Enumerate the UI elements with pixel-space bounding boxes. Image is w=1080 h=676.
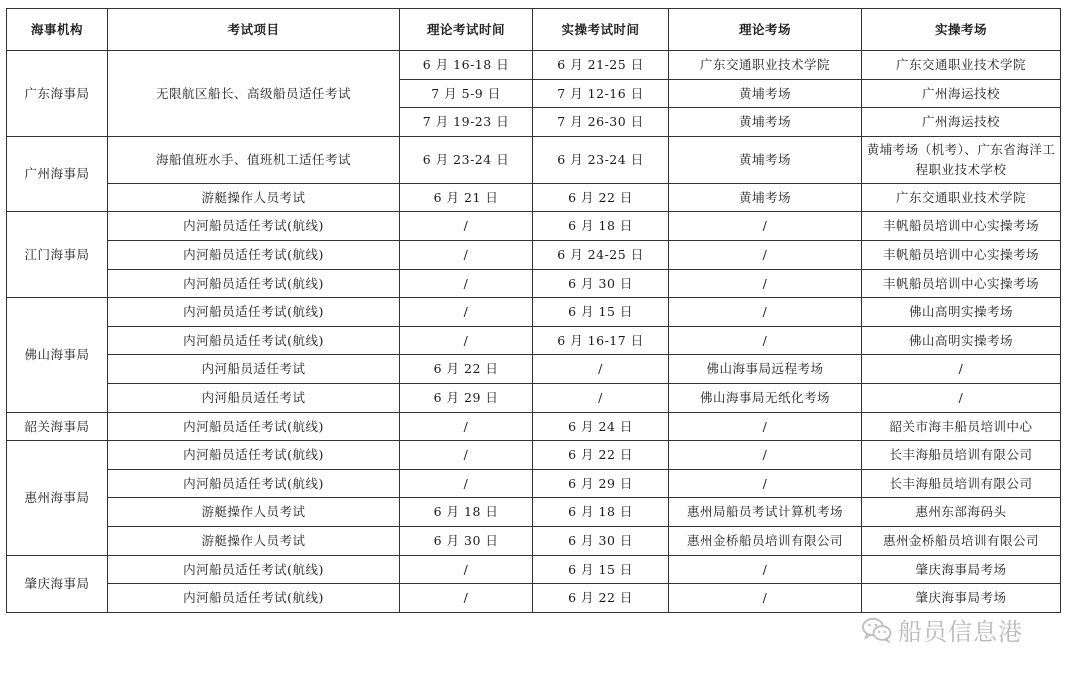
header-practical-time: 实操考试时间 — [533, 9, 669, 51]
exam-item-cell: 内河船员适任考试 — [108, 383, 400, 412]
agency-cell: 肇庆海事局 — [7, 555, 108, 612]
header-exam-item: 考试项目 — [108, 9, 400, 51]
practical-time-cell: 6 月 29 日 — [533, 469, 669, 498]
theory-venue-cell: 惠州局船员考试计算机考场 — [669, 498, 862, 527]
agency-cell: 佛山海事局 — [7, 298, 108, 412]
theory-time-cell: / — [400, 469, 533, 498]
theory-time-cell: / — [400, 298, 533, 327]
exam-schedule-table — [6, 8, 1061, 613]
practical-time-cell: 6 月 24-25 日 — [533, 240, 669, 269]
theory-time-cell: 6 月 16-18 日 — [400, 51, 533, 80]
theory-time-cell: / — [400, 441, 533, 470]
exam-item-cell: 内河船员适任考试(航线) — [108, 412, 400, 441]
exam-item-cell: 内河船员适任考试(航线) — [108, 240, 400, 269]
exam-item-cell: 内河船员适任考试(航线) — [108, 269, 400, 298]
theory-time-cell: 6 月 18 日 — [400, 498, 533, 527]
practical-time-cell: 7 月 12-16 日 — [533, 79, 669, 108]
theory-time-cell: 6 月 21 日 — [400, 183, 533, 212]
exam-item-cell: 内河船员适任考试(航线) — [108, 441, 400, 470]
practical-time-cell: 6 月 22 日 — [533, 584, 669, 613]
agency-cell: 江门海事局 — [7, 212, 108, 298]
theory-time-cell: / — [400, 326, 533, 355]
table-row — [7, 51, 1061, 80]
table-row — [7, 183, 1061, 212]
practical-venue-cell: 长丰海船员培训有限公司 — [862, 441, 1061, 470]
theory-venue-cell: 黄埔考场 — [669, 183, 862, 212]
theory-time-cell: 6 月 29 日 — [400, 383, 533, 412]
theory-time-cell: / — [400, 240, 533, 269]
exam-item-cell: 内河船员适任考试(航线) — [108, 298, 400, 327]
practical-time-cell: 6 月 30 日 — [533, 269, 669, 298]
practical-time-cell: 6 月 21-25 日 — [533, 51, 669, 80]
exam-item-cell: 内河船员适任考试(航线) — [108, 555, 400, 584]
theory-time-cell: / — [400, 269, 533, 298]
header-agency: 海事机构 — [7, 9, 108, 51]
theory-venue-cell: / — [669, 441, 862, 470]
practical-venue-cell: 韶关市海丰船员培训中心 — [862, 412, 1061, 441]
table-row — [7, 584, 1061, 613]
theory-venue-cell: / — [669, 240, 862, 269]
theory-venue-cell: / — [669, 212, 862, 241]
exam-item-cell: 游艇操作人员考试 — [108, 183, 400, 212]
exam-item-cell: 内河船员适任考试 — [108, 355, 400, 384]
practical-time-cell: 6 月 15 日 — [533, 555, 669, 584]
practical-venue-cell: 广州海运技校 — [862, 79, 1061, 108]
theory-venue-cell: / — [669, 412, 862, 441]
table-row — [7, 240, 1061, 269]
theory-venue-cell: / — [669, 584, 862, 613]
table-row — [7, 326, 1061, 355]
practical-venue-cell: / — [862, 355, 1061, 384]
exam-item-cell: 内河船员适任考试(航线) — [108, 326, 400, 355]
table-row — [7, 212, 1061, 241]
exam-item-cell: 内河船员适任考试(航线) — [108, 584, 400, 613]
exam-item-cell: 海船值班水手、值班机工适任考试 — [108, 136, 400, 183]
practical-time-cell: / — [533, 355, 669, 384]
theory-venue-cell: 黄埔考场 — [669, 136, 862, 183]
practical-venue-cell: 广东交通职业技术学院 — [862, 183, 1061, 212]
theory-venue-cell: / — [669, 269, 862, 298]
header-theory-venue: 理论考场 — [669, 9, 862, 51]
practical-time-cell: 6 月 22 日 — [533, 441, 669, 470]
table-row — [7, 412, 1061, 441]
practical-time-cell: 6 月 18 日 — [533, 212, 669, 241]
practical-time-cell: 6 月 15 日 — [533, 298, 669, 327]
agency-cell: 广东海事局 — [7, 51, 108, 137]
theory-time-cell: / — [400, 212, 533, 241]
theory-time-cell: 7 月 19-23 日 — [400, 108, 533, 137]
practical-time-cell: / — [533, 383, 669, 412]
theory-venue-cell: / — [669, 326, 862, 355]
practical-venue-cell: 黄埔考场（机考）、广东省海洋工程职业技术学校 — [862, 136, 1061, 183]
practical-venue-cell: 肇庆海事局考场 — [862, 584, 1061, 613]
table-row — [7, 383, 1061, 412]
practical-venue-cell: 惠州金桥船员培训有限公司 — [862, 526, 1061, 555]
practical-time-cell: 7 月 26-30 日 — [533, 108, 669, 137]
practical-venue-cell: 广东交通职业技术学院 — [862, 51, 1061, 80]
practical-venue-cell: / — [862, 383, 1061, 412]
practical-venue-cell: 惠州东部海码头 — [862, 498, 1061, 527]
table-row — [7, 469, 1061, 498]
practical-time-cell: 6 月 24 日 — [533, 412, 669, 441]
wechat-icon — [862, 617, 892, 643]
exam-item-cell: 无限航区船长、高级船员适任考试 — [108, 51, 400, 137]
practical-time-cell: 6 月 16-17 日 — [533, 326, 669, 355]
practical-venue-cell: 佛山高明实操考场 — [862, 326, 1061, 355]
theory-venue-cell: 佛山海事局无纸化考场 — [669, 383, 862, 412]
exam-item-cell: 内河船员适任考试(航线) — [108, 212, 400, 241]
table-row — [7, 498, 1061, 527]
practical-venue-cell: 佛山高明实操考场 — [862, 298, 1061, 327]
agency-cell: 韶关海事局 — [7, 412, 108, 441]
table-row — [7, 441, 1061, 470]
practical-venue-cell: 广州海运技校 — [862, 108, 1061, 137]
theory-time-cell: / — [400, 555, 533, 584]
theory-venue-cell: / — [669, 555, 862, 584]
theory-time-cell: 6 月 22 日 — [400, 355, 533, 384]
practical-venue-cell: 丰帆船员培训中心实操考场 — [862, 212, 1061, 241]
practical-time-cell: 6 月 23-24 日 — [533, 136, 669, 183]
theory-venue-cell: 广东交通职业技术学院 — [669, 51, 862, 80]
theory-time-cell: 6 月 23-24 日 — [400, 136, 533, 183]
practical-time-cell: 6 月 30 日 — [533, 526, 669, 555]
table-row — [7, 526, 1061, 555]
header-row — [7, 9, 1061, 51]
theory-time-cell: / — [400, 412, 533, 441]
practical-venue-cell: 长丰海船员培训有限公司 — [862, 469, 1061, 498]
watermark-text: 船员信息港 — [898, 618, 1023, 646]
practical-venue-cell: 肇庆海事局考场 — [862, 555, 1061, 584]
theory-time-cell: 6 月 30 日 — [400, 526, 533, 555]
table-row — [7, 136, 1061, 183]
exam-item-cell: 内河船员适任考试(航线) — [108, 469, 400, 498]
table-row — [7, 269, 1061, 298]
theory-venue-cell: 佛山海事局远程考场 — [669, 355, 862, 384]
theory-time-cell: / — [400, 584, 533, 613]
agency-cell: 惠州海事局 — [7, 441, 108, 555]
table-row — [7, 555, 1061, 584]
practical-venue-cell: 丰帆船员培训中心实操考场 — [862, 240, 1061, 269]
exam-item-cell: 游艇操作人员考试 — [108, 526, 400, 555]
practical-venue-cell: 丰帆船员培训中心实操考场 — [862, 269, 1061, 298]
exam-item-cell: 游艇操作人员考试 — [108, 498, 400, 527]
table-row — [7, 298, 1061, 327]
practical-time-cell: 6 月 18 日 — [533, 498, 669, 527]
theory-venue-cell: 黄埔考场 — [669, 79, 862, 108]
practical-time-cell: 6 月 22 日 — [533, 183, 669, 212]
theory-time-cell: 7 月 5-9 日 — [400, 79, 533, 108]
theory-venue-cell: / — [669, 298, 862, 327]
theory-venue-cell: / — [669, 469, 862, 498]
theory-venue-cell: 惠州金桥船员培训有限公司 — [669, 526, 862, 555]
header-practical-venue: 实操考场 — [862, 9, 1061, 51]
watermark — [862, 612, 1023, 647]
theory-venue-cell: 黄埔考场 — [669, 108, 862, 137]
table-row — [7, 355, 1061, 384]
header-theory-time: 理论考试时间 — [400, 9, 533, 51]
agency-cell: 广州海事局 — [7, 136, 108, 212]
